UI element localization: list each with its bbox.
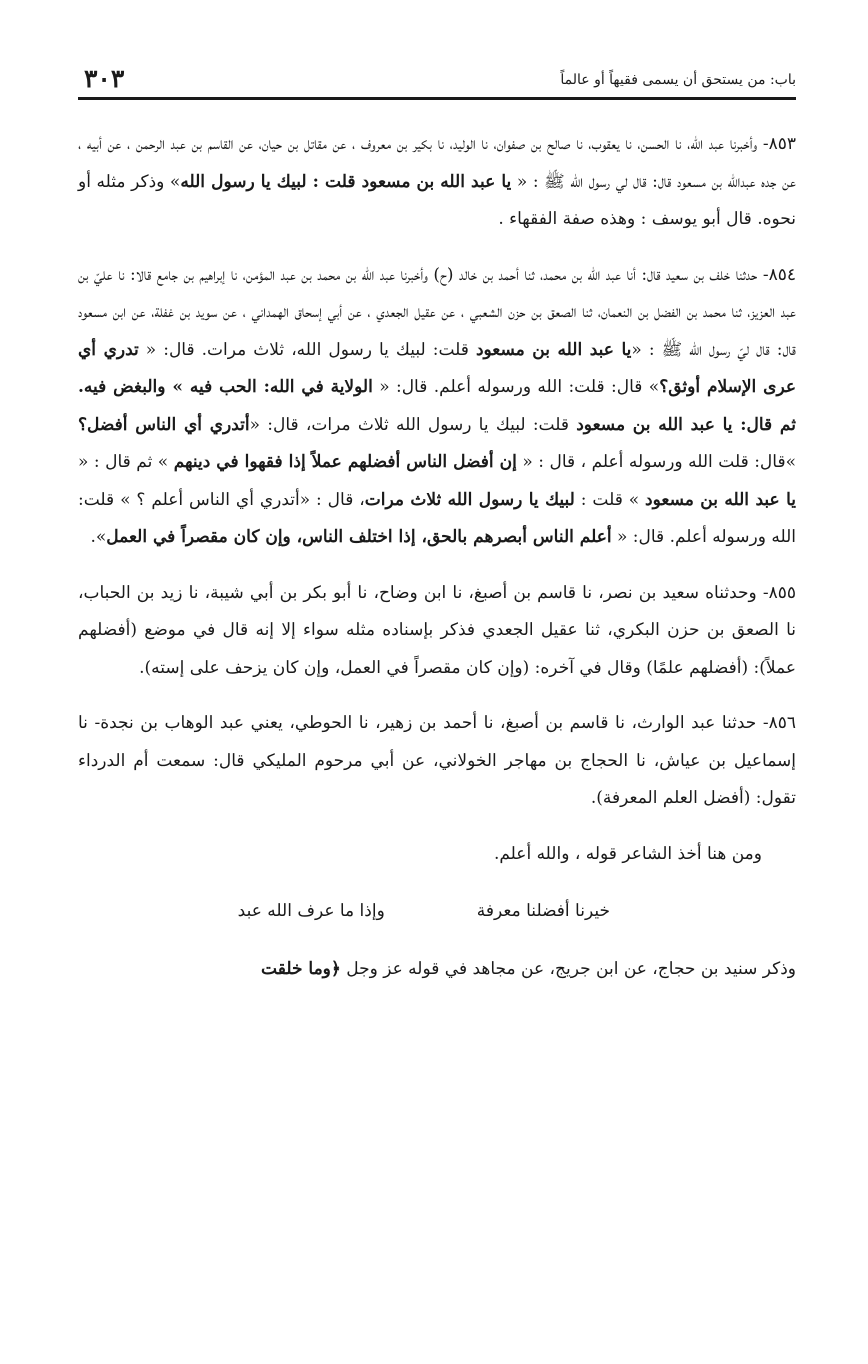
poem-hemistich-2: وإذا ما عرف الله عبد <box>237 901 385 921</box>
paragraph-text: » قال: قلت: الله ورسوله أعلم. قال: « <box>372 377 660 397</box>
poem-hemistich-1: خيرنا أفضلنا معرفة <box>476 901 610 921</box>
bold-hadith-text: أعلم الناس أبصرهم بالحق، إذا اختلف الناس، وإن كان مقصراً في العمل <box>106 527 612 547</box>
header-rule <box>78 97 796 100</box>
poem-verse <box>78 893 796 929</box>
bold-hadith-text: يا عبد الله بن مسعود <box>645 489 796 510</box>
bold-hadith-text: ﴿وما خلقت <box>261 959 341 979</box>
bold-hadith-text: الولاية في الله: الحب فيه » والبغض فيه. ثم قال: يا عبد الله بن مسعود <box>78 377 796 435</box>
bold-hadith-text: أتدري أي الناس أفضل؟ <box>78 414 250 435</box>
paragraph-text: ، قال : « <box>299 489 365 510</box>
paragraph-text: ٨٥٥- وحدثناه سعيد بن نصر، نا قاسم بن أصبغ، نا ابن وضاح، نا أبو بكر بن أبي شيبة، نا زيد بن الحباب، نا الصعق بن حزن البكري، ثنا عقيل الجعدي فذكر بإسناده مثله سواء إلا إنه قال في موضع (أفضلهم عملاً): (أفضلهم علمًا) وقال في آخره: (وإن كان مقصراً في العمل، وإن كان يزحف على إسته). <box>78 582 796 678</box>
paragraph-text: » قلت : <box>574 489 646 510</box>
paragraph-text: » ثم قال : « <box>78 452 174 472</box>
paragraph-text: ٨٥٣- وأخبرنا عبد الله، نا الحسن، نا يعقوب، نا صالح بن صفوان، نا الوليد، نا بكير بن معروف ، عن مقاتل بن حيان، عن القاسم بن عبد الرحمن ، عن أبيه ، عن جده عبدالله بن مسعود قال: قال لي رسول الله ﷺ : « <box>78 134 797 192</box>
paragraph-text: ٨٥٤- حدثنا خلف بن سعيد قال: أنا عبد الله بن محمد، ثنا أحمد بن خالد (ح) وأخبرنا عبد الله بن محمد بن عبد المؤمن، نا إبراهيم بن جامع قالا: نا عليّ بن عبد العزيز، ثنا محمد بن الفضل بن النعمان، ثنا الصعق بن حزن الشعبي ، عن عقيل الجعدي ، عن أبي إسحاق الهمداني ، عن سويد بن غفلة، عن ابن مسعود قال: قال ليّ رسول الله ﷺ : « <box>78 264 796 360</box>
paragraph-text: ». <box>90 527 107 547</box>
hadith-paragraph <box>78 257 796 557</box>
chapter-title: باب: من يستحق أن يسمى فقيهاً أو عالماً <box>560 72 796 88</box>
page-body <box>78 126 796 1007</box>
hadith-paragraph <box>78 705 796 818</box>
page-number: ٣٠٣ <box>84 64 125 93</box>
paragraph-text: وذكر سنيد بن حجاج، عن ابن جريج، عن مجاهد في قوله عز وجل <box>340 959 796 979</box>
bold-hadith-text: تدري أي عرى الإسلام أوثق؟ <box>78 339 796 397</box>
bold-hadith-text: يا عبد الله بن مسعود قلت : لبيك يا رسول الله <box>180 171 512 192</box>
closing-paragraph <box>78 951 796 989</box>
paragraph-text: » قلت: الله ورسوله أعلم. قال: « <box>78 489 796 547</box>
poem-intro: ومن هنا أخذ الشاعر قوله ، والله أعلم. <box>493 843 762 864</box>
running-header <box>78 64 796 98</box>
paragraph-text: قلت: لبيك يا رسول الله، ثلاث مرات. قال: « <box>138 339 476 360</box>
hadith-paragraphs <box>78 126 796 818</box>
hadith-paragraph <box>78 126 796 239</box>
paragraph-text: ٨٥٦- حدثنا عبد الوارث، نا قاسم بن أصبغ، نا أحمد بن زهير، نا الحوطي، يعني عبد الوهاب بن نجدة- نا إسماعيل بن عياش، نا الحجاج بن مهاجر الخولاني، عن أبي مرحوم المليكي قال: سمعت أم الدرداء تقول: (أفضل العلم المعرفة). <box>78 713 796 808</box>
paragraph-text: »قال: قلت الله ورسوله أعلم ، قال : « <box>516 452 796 472</box>
bold-hadith-text: لبيك يا رسول الله ثلاث مرات <box>364 489 575 510</box>
hadith-paragraph <box>78 575 796 688</box>
bold-hadith-text: يا عبد الله بن مسعود <box>475 339 632 360</box>
paragraph-text: أتدري أي الناس أعلم ؟ <box>136 489 300 510</box>
paragraph-text: » وذكر مثله أو نحوه. قال أبو يوسف : وهذه صفة الفقهاء . <box>78 171 796 229</box>
bold-hadith-text: إن أفضل الناس أفضلهم عملاً إذا فقهوا في دينهم <box>173 452 517 472</box>
paragraph-text: قلت: لبيك يا رسول الله ثلاث مرات، قال: « <box>249 414 577 435</box>
